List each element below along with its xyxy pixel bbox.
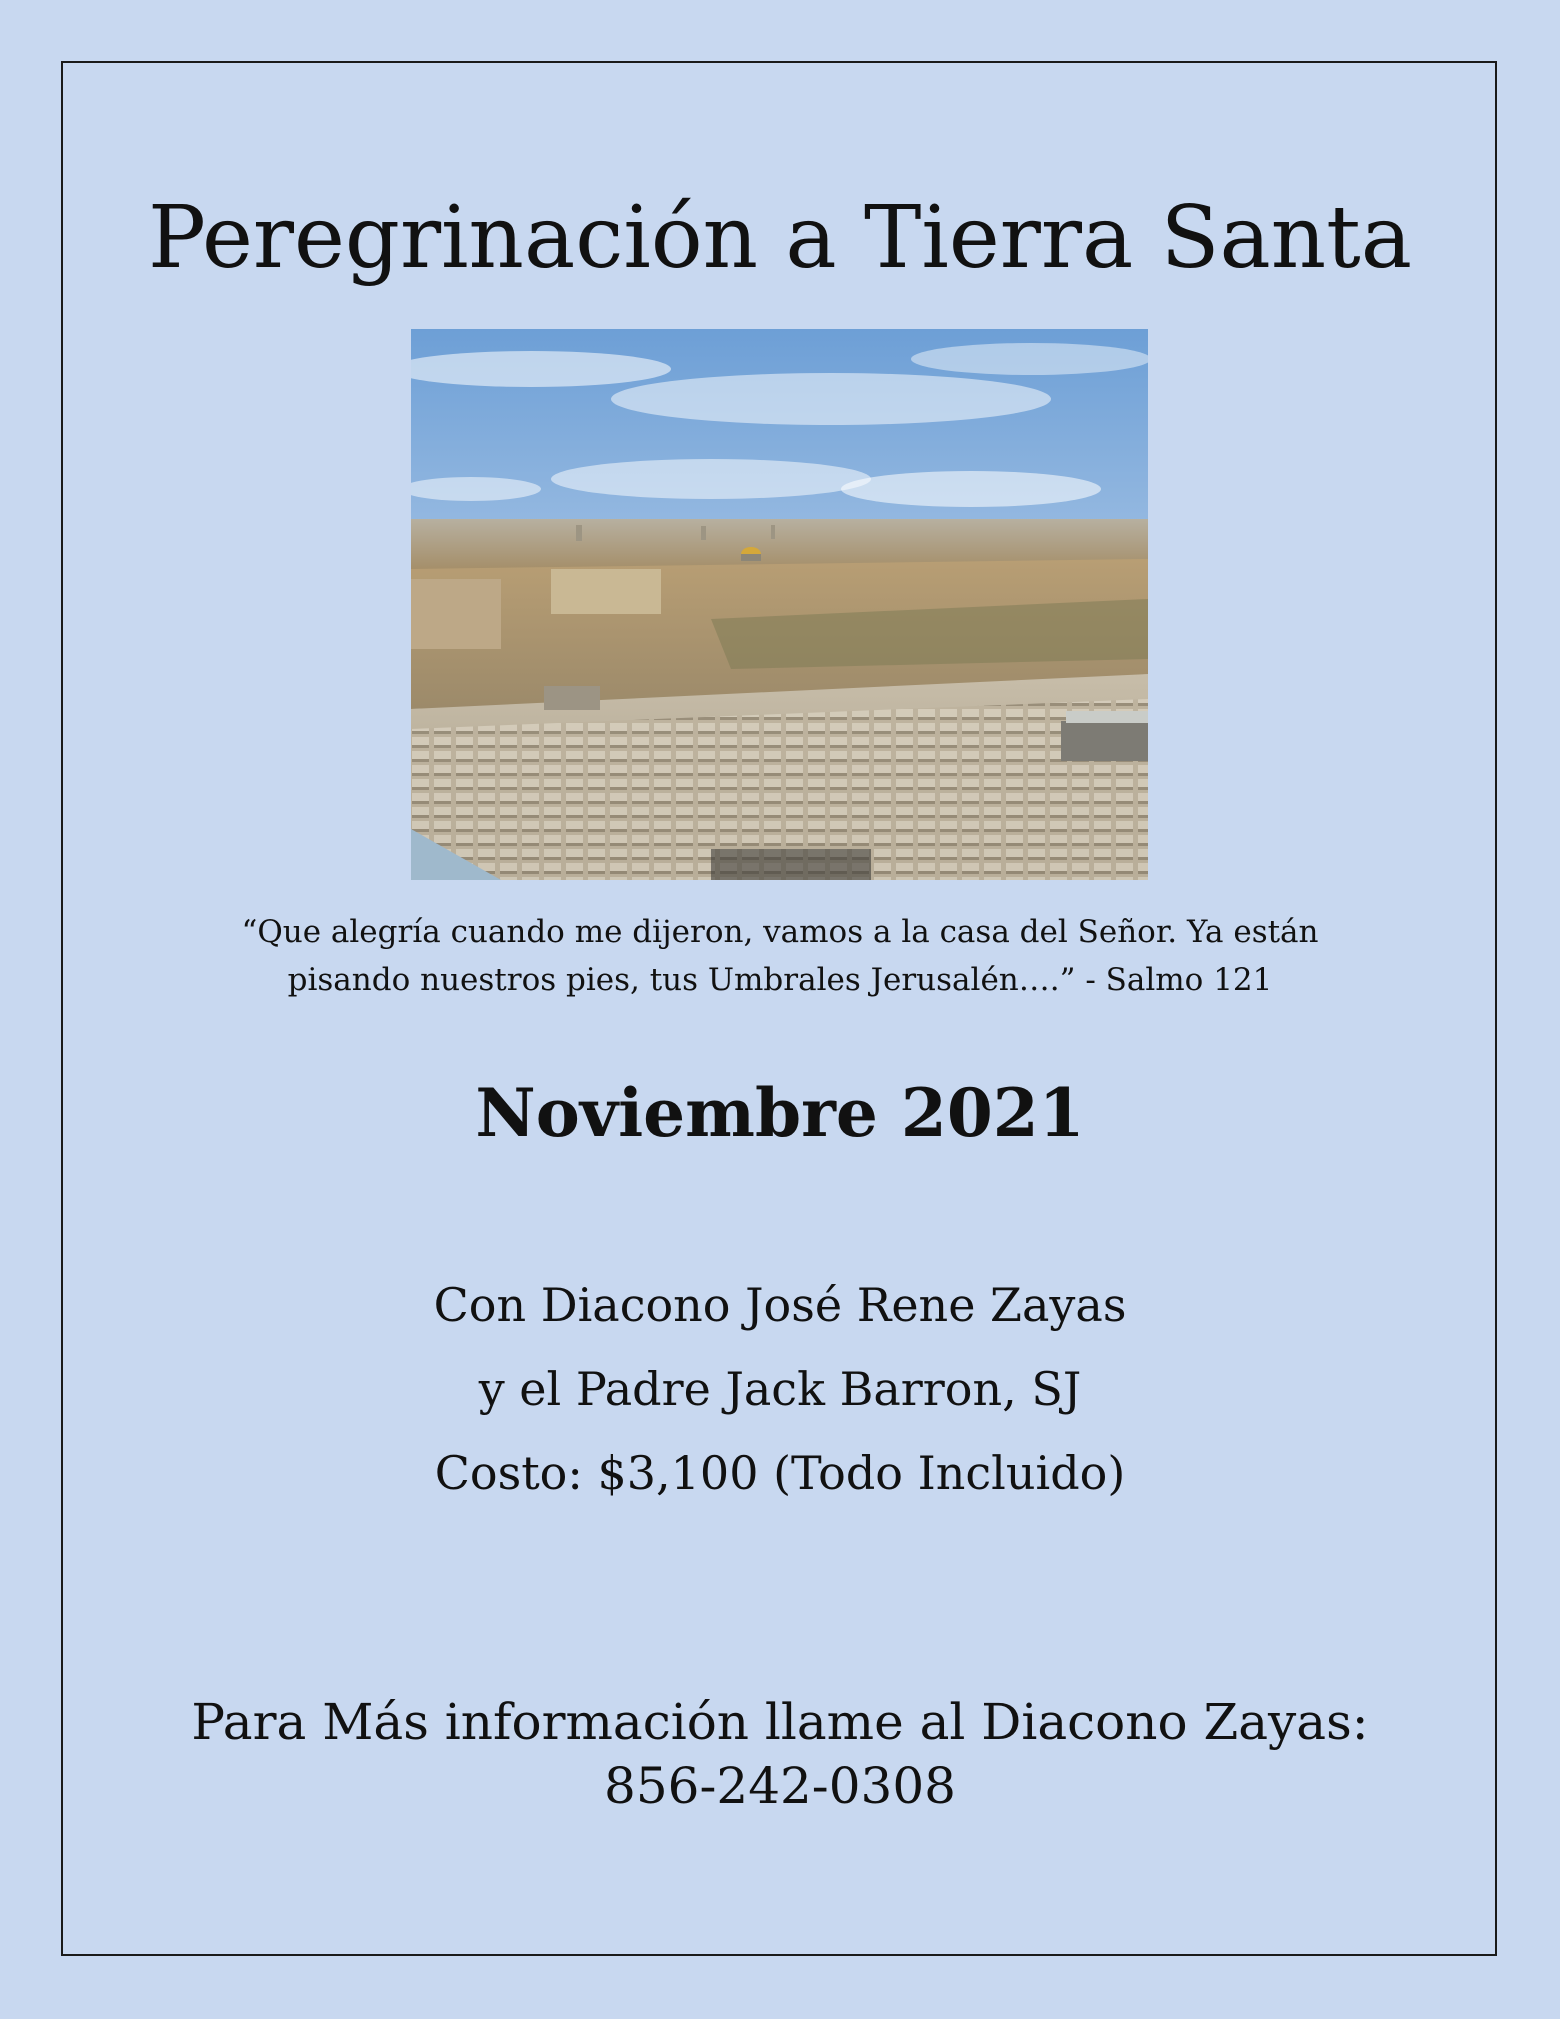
trip-details [0,1263,1560,1515]
jerusalem-photo [411,329,1148,880]
psalm-quote [200,908,1360,1004]
contact-info [0,1690,1560,1818]
quote-line: “Que alegría cuando me dijeron, vamos a la casa del Señor. Ya están [241,914,1319,950]
jerusalem-photo-image [411,329,1148,880]
leader-priest: y el Padre Jack Barron, SJ [478,1362,1082,1416]
contact-text: Para Más información llame al Diacono Zayas: [191,1693,1369,1751]
flyer-title: Peregrinación a Tierra Santa [147,188,1412,288]
phone-number: 856-242-0308 [604,1757,956,1815]
event-date: Noviembre 2021 [475,1074,1085,1152]
cost-line: Costo: $3,100 (Todo Incluido) [434,1446,1126,1500]
quote-line: pisando nuestros pies, tus Umbrales Jerusalén….” - Salmo 121 [287,962,1273,998]
leader-deacon: Con Diacono José Rene Zayas [433,1278,1127,1332]
